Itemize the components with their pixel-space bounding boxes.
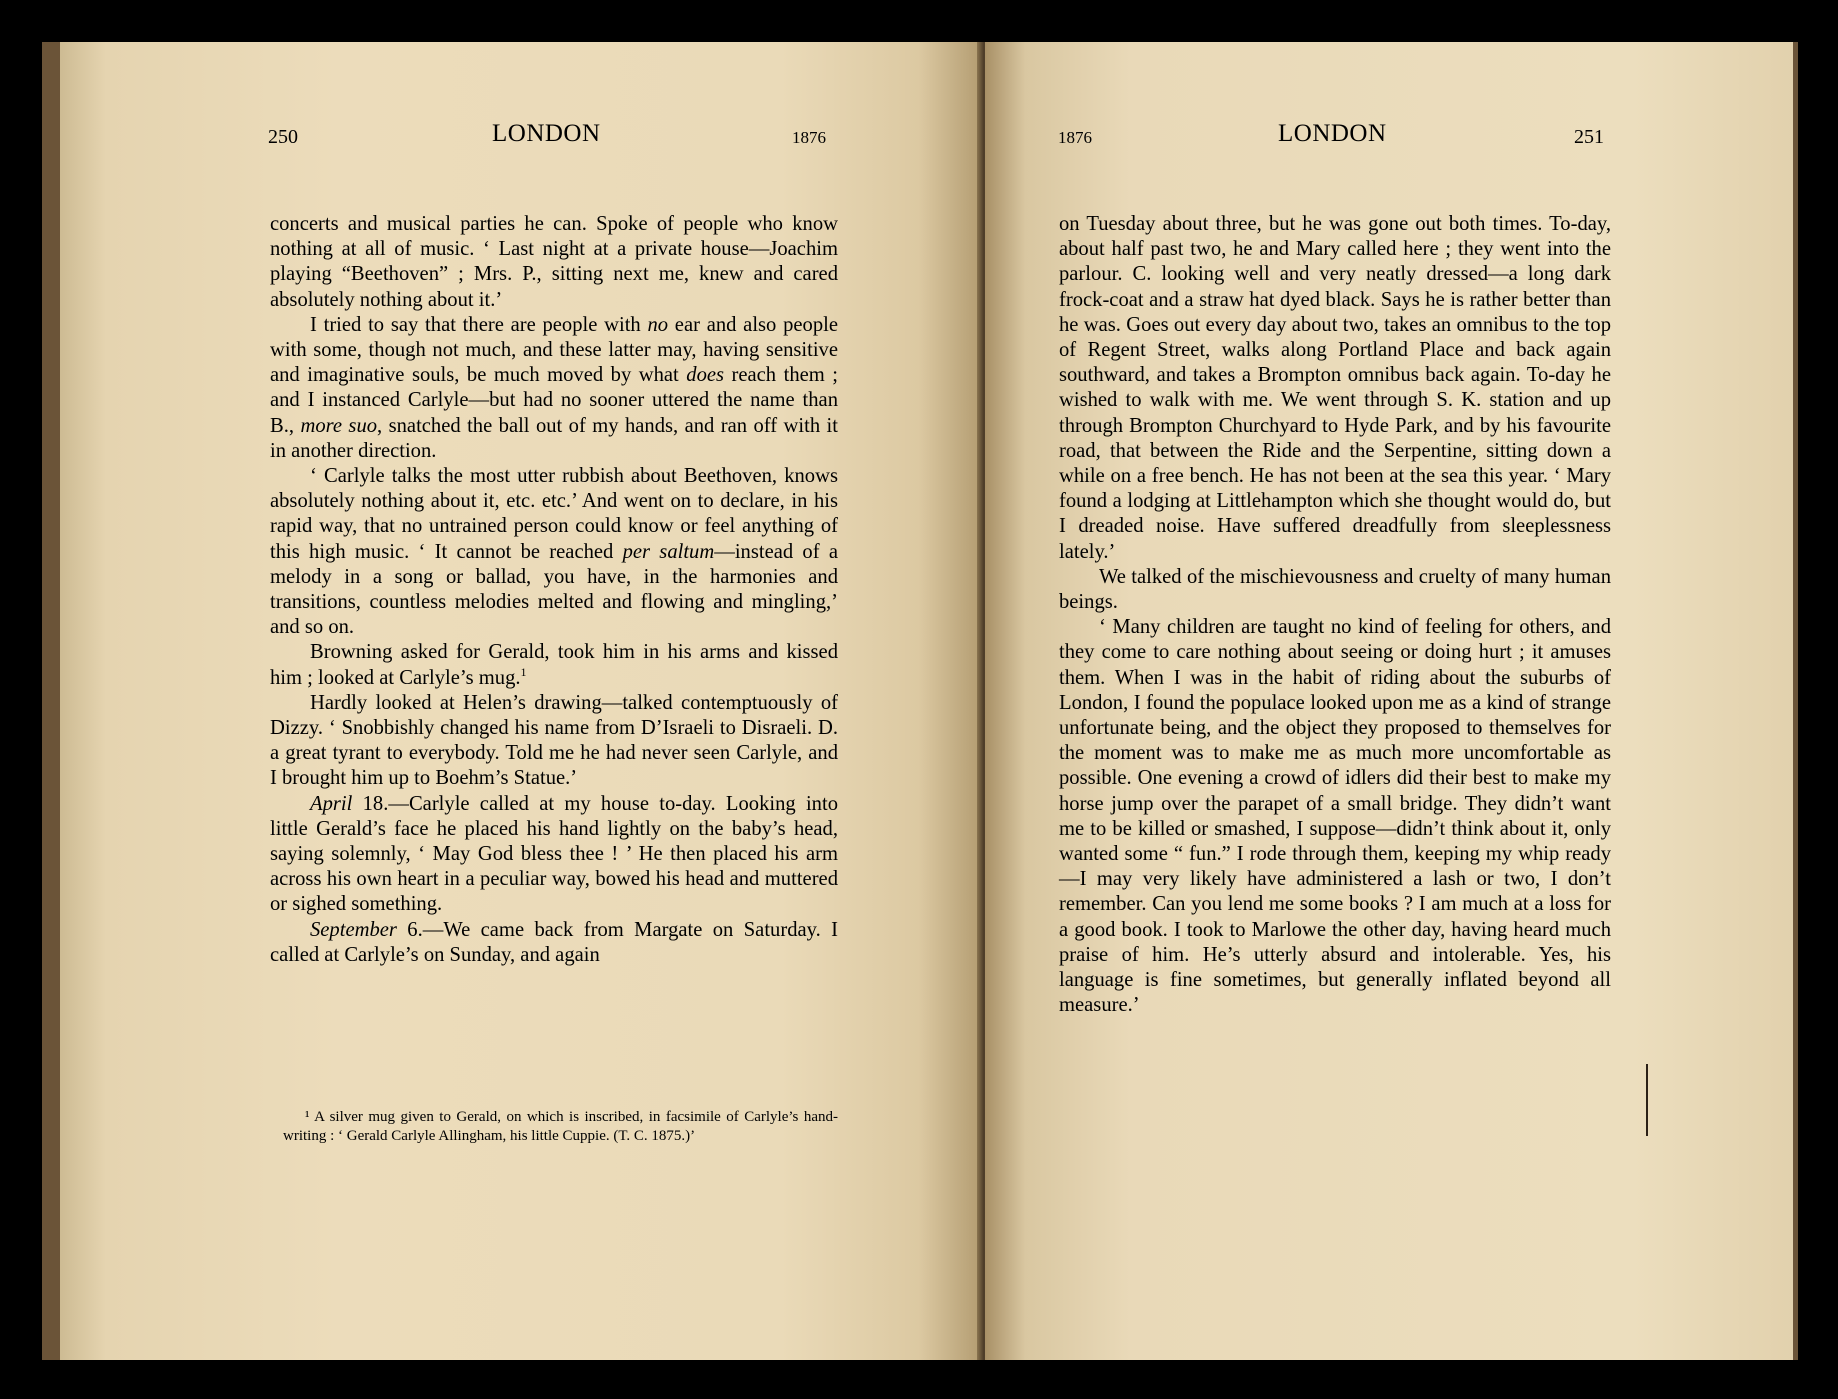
paragraph [270, 464, 838, 640]
text-run: 18.—Carlyle called at my house to-day. Looking into little Gerald’s face he placed his hand lightly on the baby’s head, saying solemnly, ‘ May God bless thee ! ’ He then placed his arm across his own heart in a peculiar way, bowed his head and muttered or sighed something. [270, 792, 838, 916]
margin-pencil-mark [1646, 1064, 1648, 1136]
italic-text: September [310, 918, 397, 941]
text-run: Hardly looked at Helen’s drawing—talked contemptuously of Dizzy. ‘ Snobbishly changed his name from D’Israeli to Disraeli. D. a great tyrant to everybody. Told me he had never seen Carlyle, and I brought him up to Boehm’s Statue.’ [270, 691, 838, 790]
left-running-year: 1876 [792, 128, 826, 147]
paragraph [270, 640, 838, 690]
paragraph [270, 918, 838, 968]
paragraph [270, 313, 838, 464]
italic-text: does [686, 364, 725, 387]
text-run: reach them ; and I instanced Carlyle—but had no sooner uttered the name than B., [270, 364, 838, 437]
paragraph [270, 691, 838, 792]
right-page-text [1059, 212, 1611, 1019]
right-page-number: 251 [1574, 126, 1604, 148]
left-page-text [270, 212, 838, 968]
right-running-title: LONDON [1278, 120, 1387, 147]
text-run: ‘ Carlyle talks the most utter rubbish about Beethoven, knows absolutely nothing about it, etc. etc.’ And went on to declare, in his rapid way, that no untrained person could know or feel anything of this high music. ‘ It cannot be reached [270, 465, 838, 563]
text-run: —instead of a melody in a song or ballad, you have, in the harmonies and transitions, countless melodies melted and flowing and mingling,’ and so on. [270, 540, 838, 639]
text-run: Browning asked for Gerald, took him in his arms and kissed him ; looked at Carlyle’s mug. [270, 641, 838, 689]
paragraph [270, 212, 838, 313]
text-run: ear and also people with some, though not much, and these latter may, having sensitive and imaginative souls, be much moved by what [270, 313, 838, 387]
footnote-marker: 1 [520, 664, 527, 679]
text-run: , snatched the ball out of my hands, and ran off with it in another direction. [270, 414, 838, 462]
text-run: I tried to say that there are people with [310, 313, 648, 336]
text-run: ‘ Many children are taught no kind of feeling for others, and they come to care nothing about seeing or doing hurt ; it amuses them. When I was in the habit of riding about the suburbs of London, I found the populace looked upon me as a kind of strange unfortunate being, and the object they proposed to themselves for the moment was to make me as much more uncomfortable as possible. One evening a crowd of idlers did their best to make my horse jump over the parapet of a small bridge. They didn’t want me to be killed or smashed, I suppose—didn’t think about it, only wanted some “ fun.” I rode through them, keeping my whip ready—I may very likely have administered a lash or two, I don’t remember. Can you lend me some books ? I am much at a loss for a good book. I took to Marlowe the other day, having heard much praise of him. He’s utterly absurd and intolerable. Yes, his language is fine sometimes, but generally inflated beyond all measure.’ [1059, 616, 1611, 1017]
italic-text: more suo [300, 414, 378, 437]
left-running-title: LONDON [492, 120, 601, 147]
paragraph [1059, 565, 1611, 615]
left-page-number: 250 [268, 126, 298, 148]
paragraph [1059, 212, 1611, 565]
italic-text: per saltum [622, 540, 715, 563]
text-run: on Tuesday about three, but he was gone out both times. To-day, about half past two, he and Mary called here ; they went into the parlour. C. looking well and very neatly dressed—a long dark frock-coat and a straw hat dyed black. Says he is rather better than he was. Goes out every day about two, takes an omnibus to the top of Regent Street, walks along Portland Place and back again southward, and takes a Brompton omnibus back again. To-day he wished to walk with me. We went through S. K. station and up through Brompton Churchyard to Hyde Park, and by his favourite road, that between the Ride and the Serpentine, sitting down a while on a free bench. He has not been at the sea this year. ‘ Mary found a lodging at Littlehampton which she thought would do, but I dreaded noise. Have suffered dreadfully from sleeplessness lately.’ [1059, 213, 1611, 563]
text-run: 6.—We came back from Margate on Saturday. I called at Carlyle’s on Sunday, and again [270, 918, 838, 966]
text-run: We talked of the mischievousness and cruelty of many human beings. [1059, 565, 1611, 614]
italic-text: April [310, 792, 353, 815]
italic-text: no [647, 313, 669, 336]
left-footnote [283, 1108, 838, 1145]
text-run: concerts and musical parties he can. Spoke of people who know nothing at all of music. ‘ Last night at a private house—Joachim playing “Beethoven” ; Mrs. P., sitting next me, knew and cared absolutely nothing about it.’ [270, 213, 838, 311]
right-running-year: 1876 [1058, 128, 1092, 147]
paragraph [1059, 615, 1611, 1018]
footnote-text: ¹ A silver mug given to Gerald, on which is inscribed, in facsimile of Carlyle’s hand-writing : ‘ Gerald Carlyle Allingham, his little Cuppie. (T. C. 1875.)’ [283, 1109, 838, 1144]
paragraph [270, 792, 838, 918]
